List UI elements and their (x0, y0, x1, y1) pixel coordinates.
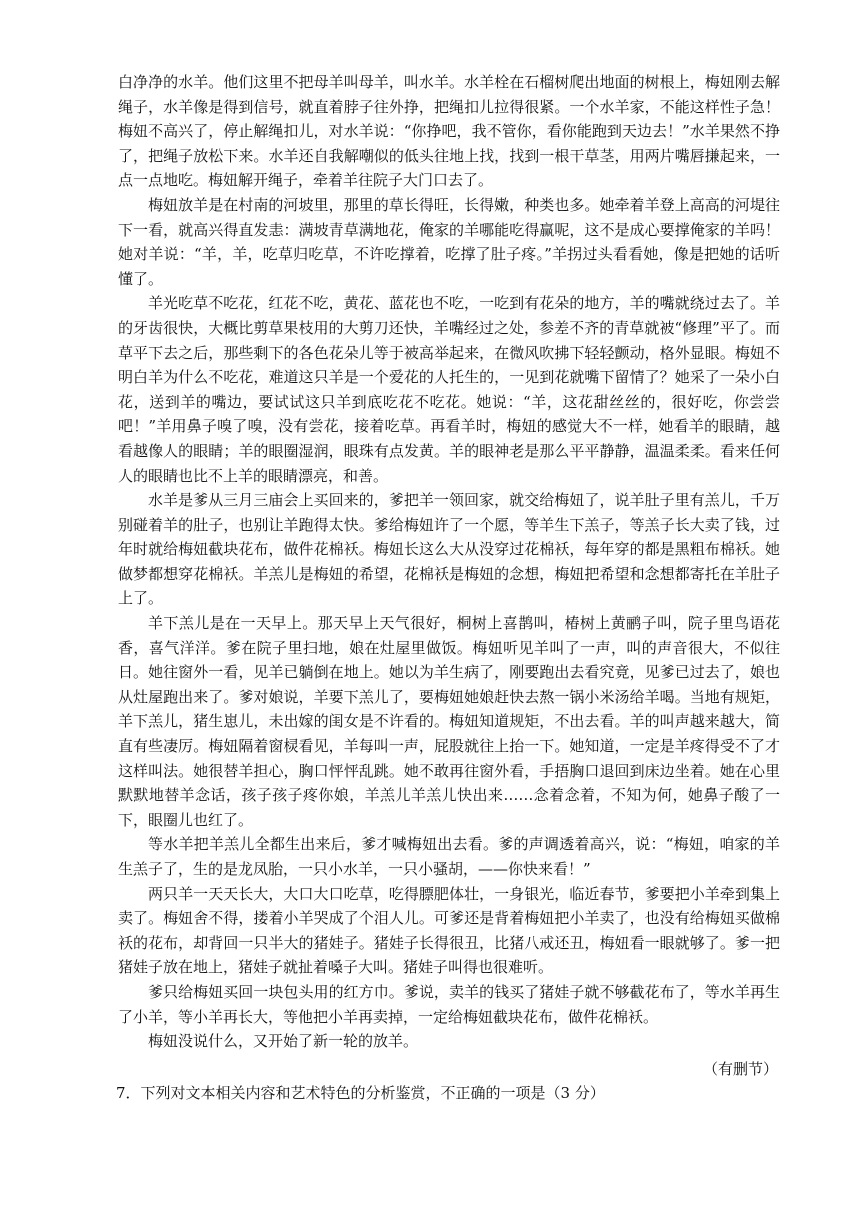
story-paragraph-2: 梅妞放羊是在村南的河坡里，那里的草长得旺，长得嫩，种类也多。她牵着羊登上高高的河堤往下一看，就高兴得直发恚：满坡青草满地花，俺家的羊哪能吃得赢呢，这不是成心要撑俺家的羊吗！她对羊说：“羊，羊，吃草归吃草，不许吃撑着，吃撑了肚子疼。”羊拐过头看看她，像是把她的话听懂了。 (118, 195, 780, 288)
story-paragraph-6: 等水羊把羊羔儿全都生出来后，爹才喊梅妞出去看。爹的声调透着高兴，说：“梅妞，咱家的羊生羔子了，生的是龙凤胎，一只小水羊，一只小骚胡，——你快来看！” (118, 835, 780, 878)
story-paragraph-5: 羊下羔儿是在一天早上。那天早上天气很好，桐树上喜鹊叫，椿树上黄鹂子叫，院子里鸟语花香，喜气洋洋。爹在院子里扫地，娘在灶屋里做饭。梅妞听见羊叫了一声，叫的声音很大，不似往日。她往窗外一看，见羊已躺倒在地上。她以为羊生病了，刚要跑出去看究竟，见爹已过去了，娘也从灶屋跑出来了。爹对娘说，羊要下羔儿了，要梅妞她娘赶快去熬一锅小米汤给羊喝。当地有规矩，羊下羔儿，猪生崽儿，未出嫁的闺女是不许看的。梅妞知道规矩，不出去看。羊的叫声越来越大，简直有些凄厉。梅妞隔着窗棂看见，羊每叫一声，屁股就往上抬一下。她知道，一定是羊疼得受不了才这样叫法。她很替羊担心，胸口怦怦乱跳。她不敢再往窗外看，手捂胸口退回到床边坐着。她在心里默默地替羊念话，孩子孩子疼你娘，羊羔儿羊羔儿快出来……念着念着，不知为何，她鼻子酸了一下，眼圈儿也红了。 (118, 614, 780, 829)
story-paragraph-8: 爹只给梅妞买回一块包头用的红方巾。爹说，卖羊的钱买了猪娃子就不够截花布了，等水羊再生了小羊，等小羊再长大，等他把小羊再卖掉，一定给梅妞截块花布，做件花棉袄。 (118, 982, 780, 1026)
question-7: 7．下列对文本相关内容和艺术特色的分析鉴赏，不正确的一项是（3 分） (116, 1084, 605, 1103)
story-paragraph-1: 白净净的水羊。他们这里不把母羊叫母羊，叫水羊。水羊栓在石榴树爬出地面的树根上，梅妞刚去解绳子，水羊像是得到信号，就直着脖子往外挣，把绳扣儿拉得很紧。一个水羊家，不能这样性子急！梅妞不高兴了，停止解绳扣儿，对水羊说：“你挣吧，我不管你，看你能跑到天边去！”水羊果然不挣了，把绳子放松下来。水羊还自我解嘲似的低头往地上找，找到一根干草茎，用两片嘴唇搛起来，一点一点地吃。梅妞解开绳子，牵着羊往院子大门口去了。 (118, 73, 780, 190)
story-paragraph-4: 水羊是爹从三月三庙会上买回来的，爹把羊一领回家，就交给梅妞了，说羊肚子里有羔儿，千万别碰着羊的肚子，也别让羊跑得太快。爹给梅妞许了一个愿，等羊生下羔子，等羔子长大卖了钱，过年时就给梅妞截块花布，做件花棉袄。梅妞长这么大从没穿过花棉袄，每年穿的都是黑粗布棉袄。她做梦都想穿花棉袄。羊羔儿是梅妞的希望，花棉袄是梅妞的念想，梅妞把希望和念想都寄托在羊肚子上了。 (118, 491, 780, 608)
abridged-note: （有删节） (702, 1059, 778, 1078)
story-paragraph-3: 羊光吃草不吃花，红花不吃，黄花、蓝花也不吃，一吃到有花朵的地方，羊的嘴就绕过去了。羊的牙齿很快，大概比剪草果枝用的大剪刀还快，羊嘴经过之处，参差不齐的青草就被“修理”平了。而草平下去之后，那些剩下的各色花朵儿等于被高举起来，在微风吹拂下轻轻颤动，格外显眼。梅妞不明白羊为什么不吃花，难道这只羊是一个爱花的人托生的，一见到花就嘴下留情了？她采了一朵小白花，送到羊的嘴边，要试试这只羊到底吃花不吃花。她说：“羊，这花甜丝丝的，很好吃，你尝尝吧！”羊用鼻子嗅了嗅，没有尝花，接着吃草。再看羊时，梅妞的感觉大不一样，她看羊的眼睛，越看越像人的眼睛；羊的眼圈湿润，眼珠有点发黄。羊的眼神老是那么平平静静，温温柔柔。看来任何人的眼睛也比不上羊的眼睛漂亮，和善。 (118, 294, 780, 485)
story-paragraph-9: 梅妞没说什么，又开始了新一轮的放羊。 (148, 1032, 419, 1051)
story-paragraph-7: 两只羊一天天长大，大口大口吃草，吃得膘肥体壮，一身银光，临近春节，爹要把小羊牵到集上卖了。梅妞舍不得，搂着小羊哭成了个泪人儿。可爹还是背着梅妞把小羊卖了，也没有给梅妞买做棉袄的花布，却背回一只半大的猪娃子。猪娃子长得很丑，比猪八戒还丑，梅妞看一眼就够了。爹一把猪娃子放在地上，猪娃子就扯着嗓子大叫。猪娃子叫得也很难听。 (118, 884, 780, 977)
